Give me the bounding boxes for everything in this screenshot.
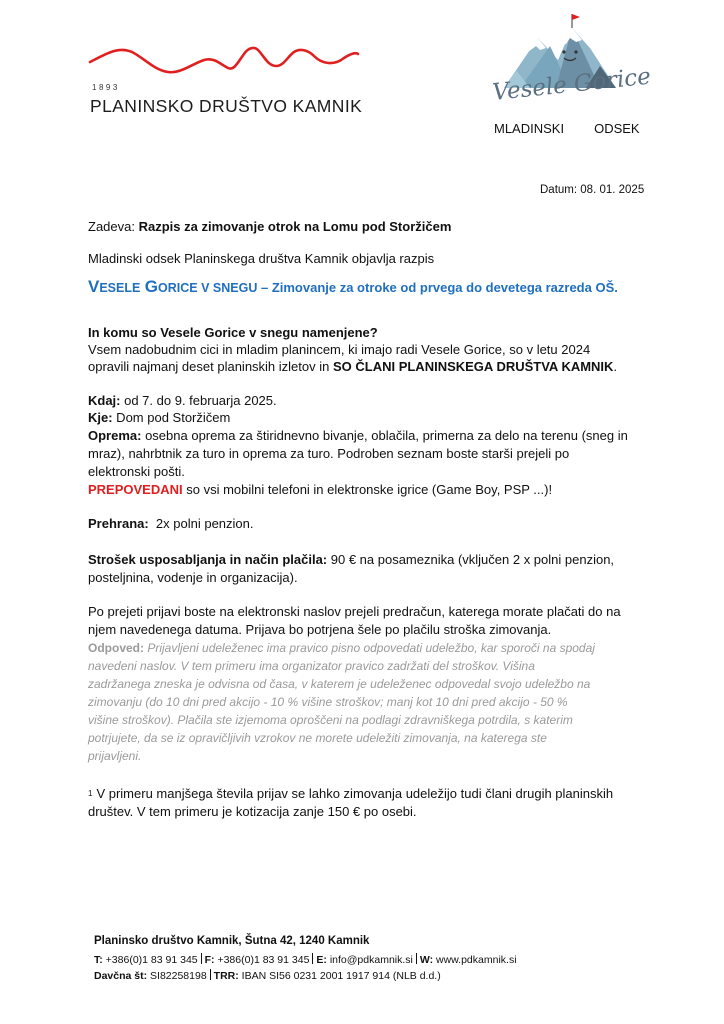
cost-value-1: 90 € na posameznika (vključen 2 x polni penzion,: [327, 552, 615, 567]
footer-contact: [94, 953, 517, 966]
payment-paragraph-line-2: njem navedenega datuma. Prijava bo potrjena šele po plačilu stroška zimovanja.: [88, 622, 552, 637]
equipment-label: Oprema:: [88, 428, 142, 443]
footer-separator: [201, 953, 202, 964]
where-line: [88, 409, 230, 427]
who-title: In komu so Vesele Gorice v snegu namenjene?: [88, 325, 378, 340]
cancellation-line-2: navedeni naslov. V tem primeru ima organizator pravico zadržati del stroškov. Višina: [88, 659, 535, 673]
meals-label: Prehrana:: [88, 516, 149, 531]
phone-label: T:: [94, 954, 103, 966]
footer-address: Planinsko društvo Kamnik, Šutna 42, 1240 Kamnik: [94, 935, 370, 947]
tax-label: Davčna št:: [94, 970, 148, 982]
logo-department: [494, 121, 640, 136]
web-value: www.pdkamnik.si: [433, 954, 517, 966]
headline-v-cap: V: [88, 277, 100, 296]
cost-label: Strošek usposabljanja in način plačila:: [88, 552, 328, 567]
intro-text: Mladinski odsek Planinskega društva Kamnik objavlja razpis: [88, 251, 435, 266]
headline-g-rest: ORICE V SNEGU: [158, 281, 258, 295]
cancellation-line-4: zimovanju (do 10 dni pred akcijo - 10 % višine stroškov; manj kot 10 dni pred akcijo - 50 %: [88, 695, 568, 709]
when-value: od 7. do 9. februarja 2025.: [120, 393, 277, 408]
equipment-line-2: mraz), nahrbtnik za turo in oprema za turo. Podroben seznam boste starši prejeli po: [88, 446, 570, 461]
date-label: Datum:: [540, 184, 578, 196]
meals-line: [88, 515, 254, 533]
footnote-mark: 1: [88, 789, 93, 798]
equipment-value-1: osebna oprema za štiridnevno bivanje, oblačila, primerna za delo na terenu (sneg in: [141, 428, 628, 443]
cost-line-2: posteljnina, vodenje in organizacija).: [88, 570, 298, 585]
footnote-line-2: društev. V tem primeru je kotizacija zanje 150 € po osebi.: [88, 804, 417, 819]
date-value: 08. 01. 2025: [580, 184, 645, 196]
subject-line: [88, 218, 451, 236]
headline-rest: – Zimovanje za otroke od prvega do devetega razreda OŠ.: [257, 280, 618, 295]
prohibited-line: [88, 481, 552, 499]
headline-v-rest: ESELE: [99, 281, 141, 295]
cancellation-label: Odpoved:: [88, 641, 144, 655]
cancellation-line-7: prijavljeni.: [88, 749, 142, 763]
cancellation-text-1: Prijavljeni udeleženec ima pravico pisno odpovedati udeležbo, kar sporoči na spodaj: [144, 641, 595, 655]
trr-label: TRR:: [213, 970, 239, 982]
when-line: [88, 392, 277, 410]
who-line-2: [88, 358, 617, 376]
footer-separator: [210, 969, 211, 980]
cost-line-1: [88, 551, 614, 569]
who-membership-requirement: SO ČLANI PLANINSKEGA DRUŠTVA KAMNIK: [332, 359, 614, 374]
subject-text: Razpis za zimovanje otrok na Lomu pod Storžičem: [138, 219, 452, 234]
who-line-1: Vsem nadobudnim cici in mladim planincem, ki imajo radi Vesele Gorice, so v letu 2024: [88, 342, 591, 357]
org-year: 1893: [92, 83, 120, 92]
who-line-2a: opravili najmanj deset planinskih izletov in: [88, 359, 333, 374]
who-line-2c: .: [613, 359, 618, 374]
prohibited-value: so vsi mobilni telefoni in elektronske igrice (Game Boy, PSP ...)!: [182, 482, 553, 497]
footer-tax: [94, 969, 441, 982]
email-label: E:: [316, 954, 327, 966]
fax-label: F:: [204, 954, 215, 966]
headline-g-cap: G: [144, 277, 159, 296]
footer-separator: [416, 953, 417, 964]
headline: [88, 277, 618, 297]
cancellation-line-5: višine stroškov). Plačila ste izjemoma oproščeni na podlagi zdravniškega potrdila, s katerim: [88, 713, 573, 727]
payment-paragraph-line-1: Po prejeti prijavi boste na elektronski naslov prejeli predračun, katerega morate plačati do na: [88, 604, 621, 619]
mountain-ridge-logo-icon: [88, 40, 360, 86]
equipment-line-1: [88, 427, 628, 445]
email-value: info@pdkamnik.si: [326, 954, 413, 966]
footer-separator: [312, 953, 313, 964]
where-label: Kje:: [88, 410, 113, 425]
cancellation-line-6: potrjujete, da se iz opravičljivih vzrokov ne morete udeležiti zimovanja, na katerega ste: [88, 731, 547, 745]
phone-value: +386(0)1 83 91 345: [102, 954, 198, 966]
tax-value: SI82258198: [147, 970, 207, 982]
document-date: [540, 184, 644, 196]
org-name: PLANINSKO DRUŠTVO KAMNIK: [90, 96, 363, 116]
cancellation-line-3: zadržanega zneska je odvisna od časa, v katerem je udeleženec odpovedal svojo udeležbo na: [88, 677, 591, 691]
trr-value: IBAN SI56 0231 2001 1917 914 (NLB d.d.): [238, 970, 441, 982]
where-value: Dom pod Storžičem: [112, 410, 231, 425]
logo-dept-word-2: ODSEK: [594, 121, 640, 136]
equipment-line-3: elektronski pošti.: [88, 464, 185, 479]
cancellation-line-1: [88, 639, 595, 657]
logo-dept-word-1: MLADINSKI: [494, 121, 565, 136]
web-label: W:: [419, 954, 434, 966]
when-label: Kdaj:: [88, 393, 121, 408]
prohibited-label: PREPOVEDANI: [88, 482, 183, 497]
meals-value: 2x polni penzion.: [148, 516, 254, 531]
logo-wordmark: Vesele Gorice: [491, 63, 653, 106]
subject-label: Zadeva:: [88, 219, 135, 234]
fax-value: +386(0)1 83 91 345: [214, 954, 310, 966]
footnote-line-1: [88, 785, 613, 803]
footnote-text-1: V primeru manjšega števila prijav se lahko zimovanja udeležijo tudi člani drugih planinskih: [96, 786, 614, 801]
